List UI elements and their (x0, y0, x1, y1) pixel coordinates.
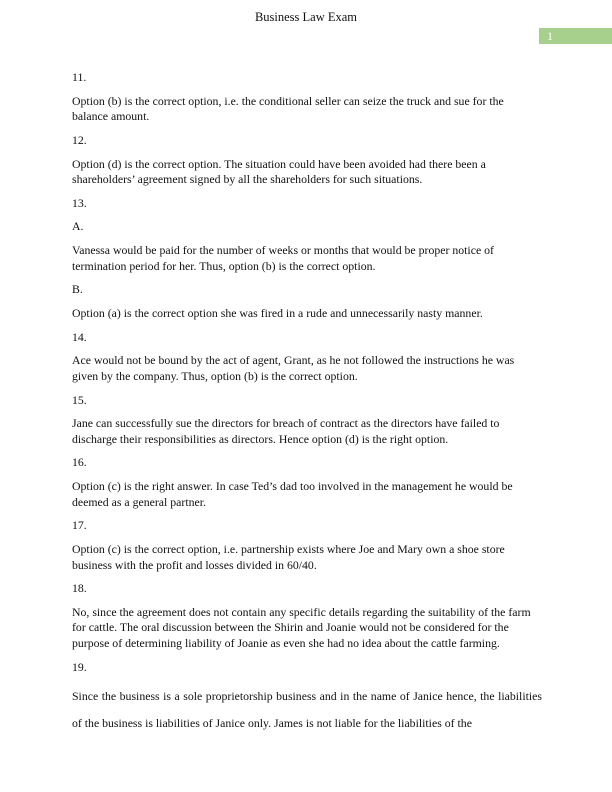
question-number: 13. (72, 195, 87, 210)
answer-paragraph: Option (a) is the correct option she was fired in a rude and unnecessarily nasty manner. (72, 306, 483, 320)
page-number-badge: 1 (539, 28, 612, 44)
document-body (72, 70, 542, 737)
answer-paragraph: Option (c) is the correct option, i.e. partnership exists where Joe and Mary own a shoe store business with the profit and losses divided in 60/40. (72, 542, 505, 572)
answer-paragraph: Option (d) is the correct option. The situation could have been avoided had there been a shareholders’ agreement signed by all the shareholders for such situations. (72, 156, 486, 187)
question-number: 11. (72, 70, 87, 84)
answer-paragraph: Since the business is a sole proprietorship business and in the name of Janice hence, the liabilities of the business is liabilities of Janice only. James is not liable for the liabilities of the (72, 689, 542, 731)
answer-paragraph: Jane can successfully sue the directors for breach of contract as the directors have failed to discharge their responsibilities as directors. Hence option (d) is the right option. (72, 416, 500, 446)
question-number: 16. (72, 455, 87, 470)
answer-paragraph: Ace would not be bound by the act of agent, Grant, as he not followed the instructions he was given by the company. Thus, option (b) is the correct option. (72, 353, 515, 383)
question-number: 19. (72, 659, 87, 674)
question-number: 18. (72, 581, 87, 596)
sub-question-label: A. (72, 219, 84, 234)
answer-paragraph: Option (b) is the correct option, i.e. the conditional seller can seize the truck and sue for the balance amount. (72, 93, 504, 124)
question-number: 15. (72, 392, 87, 407)
answer-paragraph: Option (c) is the right answer. In case Ted’s dad too involved in the management he would be deemed as a general partner. (72, 479, 513, 509)
question-number: 17. (72, 518, 87, 533)
page-header: Business Law Exam (254, 10, 358, 24)
answer-paragraph: Vanessa would be paid for the number of weeks or months that would be proper notice of termination period for her. Thus, option (b) is the correct option. (72, 243, 494, 273)
question-number: 14. (72, 329, 87, 344)
answer-paragraph: No, since the agreement does not contain any specific details regarding the suitability of the farm for cattle. The oral discussion between the Shirin and Joanie would not be considered for the purpose of determining liability of Joanie as even she had no idea about the cattle farming. (72, 604, 531, 650)
sub-question-label: B. (72, 282, 83, 297)
question-number: 12. (72, 132, 87, 147)
